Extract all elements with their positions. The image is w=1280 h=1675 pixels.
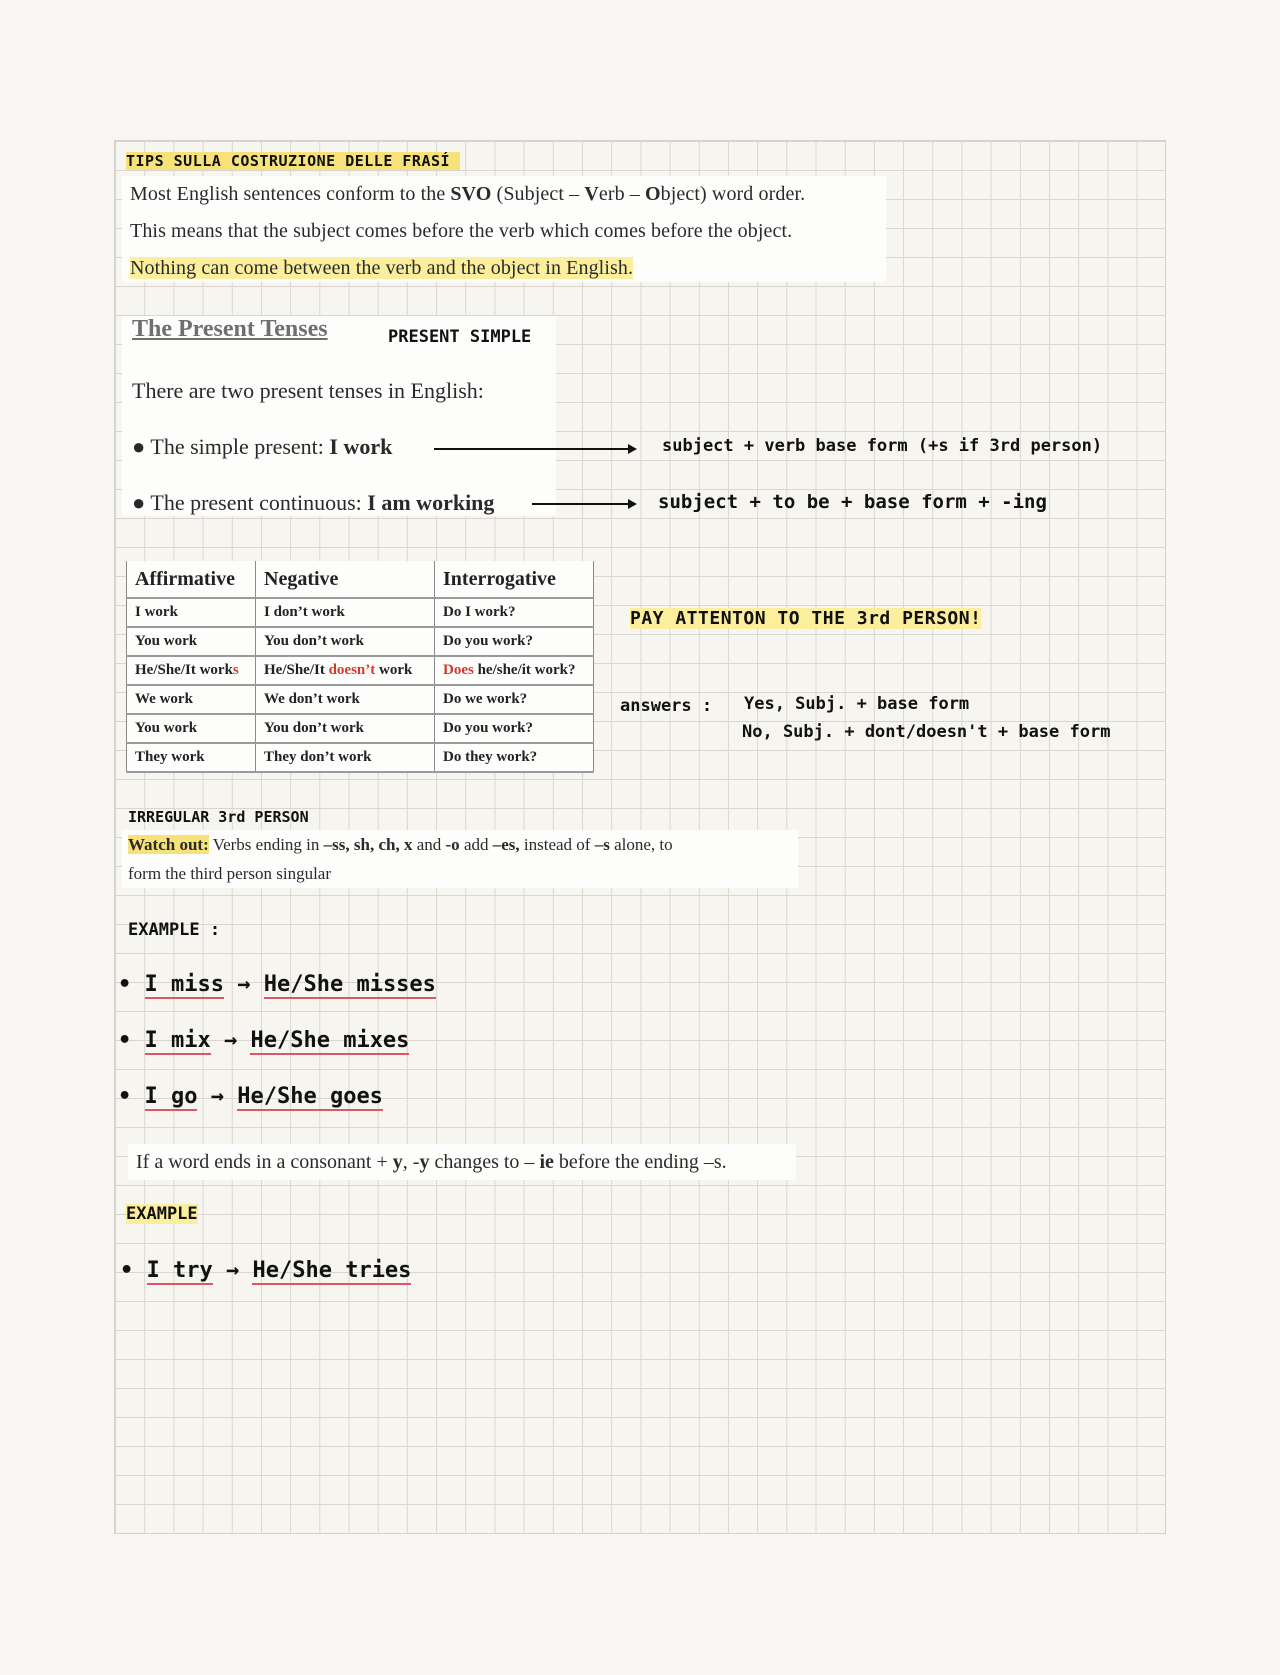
watch-out-line-1: Watch out: Verbs ending in –ss, sh, ch, x and -o add –es, instead of –s alone, to xyxy=(128,835,673,854)
table-row xyxy=(127,598,594,627)
table-cell: Does he/she/it work? xyxy=(435,656,594,685)
watch-out-line-2: form the third person singular xyxy=(128,864,332,883)
table-header-row xyxy=(127,561,594,598)
table-cell: They don’t work xyxy=(256,743,435,772)
present-tenses-title: The Present Tenses xyxy=(132,316,328,342)
present-continuous-line: ● The present continuous: I am working xyxy=(132,490,495,515)
table-cell: You don’t work xyxy=(256,627,435,656)
y-rule: If a word ends in a consonant + y, -y changes to – ie before the ending –s. xyxy=(128,1144,796,1180)
table-row xyxy=(127,714,594,743)
header-interrogative: Interrogative xyxy=(435,561,594,598)
watch-out-box xyxy=(122,830,798,888)
example-2-label: EXAMPLE xyxy=(126,1204,198,1224)
table-cell: He/She/It works xyxy=(127,656,256,685)
irregular-heading: IRREGULAR 3rd PERSON xyxy=(128,808,309,826)
table-cell: I work xyxy=(127,598,256,627)
intro-line-1: Most English sentences conform to the SVO (Subject – Verb – Object) word order. xyxy=(130,183,806,205)
pay-attention-note: PAY ATTENTON TO THE 3rd PERSON! xyxy=(630,608,982,629)
answers-no: No, Subj. + dont/doesn't + base form xyxy=(742,722,1111,742)
table-cell: Do you work? xyxy=(435,627,594,656)
tips-heading-text: TIPS SULLA COSTRUZIONE DELLE FRASÍ xyxy=(126,152,460,170)
table-cell: Do they work? xyxy=(435,743,594,772)
intro-line-3: Nothing can come between the verb and the object in English. xyxy=(130,257,634,279)
table-cell: He/She/It doesn’t work xyxy=(256,656,435,685)
arrow-simple xyxy=(434,448,628,450)
table-row xyxy=(127,627,594,656)
conjugation-table xyxy=(126,561,594,773)
table-cell: You don’t work xyxy=(256,714,435,743)
present-tenses-intro: There are two present tenses in English: xyxy=(132,378,484,403)
present-simple-label: PRESENT SIMPLE xyxy=(388,327,532,347)
example-label: EXAMPLE : xyxy=(128,920,221,940)
answers-yes: Yes, Subj. + base form xyxy=(744,694,970,714)
table-row-third-person xyxy=(127,656,594,685)
tips-heading xyxy=(126,152,460,170)
table-cell: I don’t work xyxy=(256,598,435,627)
svo-intro xyxy=(122,176,886,282)
table-cell: We work xyxy=(127,685,256,714)
answers-label: answers : xyxy=(620,696,713,716)
simple-present-line: ● The simple present: I work xyxy=(132,434,393,459)
table-cell: You work xyxy=(127,627,256,656)
simple-present-note: subject + verb base form (+s if 3rd person) xyxy=(662,436,1103,456)
example-item: • I try → He/She tries xyxy=(120,1258,412,1283)
header-negative: Negative xyxy=(256,561,435,598)
intro-line-2: This means that the subject comes before the verb which comes before the object. xyxy=(130,220,793,242)
table-row xyxy=(127,743,594,772)
continuous-note: subject + to be + base form + -ing xyxy=(658,491,1047,513)
example-item: • I miss → He/She misses xyxy=(118,972,436,997)
arrow-continuous-head xyxy=(628,499,637,509)
table-cell: You work xyxy=(127,714,256,743)
header-affirmative: Affirmative xyxy=(127,561,256,598)
table-cell: Do you work? xyxy=(435,714,594,743)
arrow-continuous xyxy=(532,503,628,505)
table-row xyxy=(127,685,594,714)
table-cell: We don’t work xyxy=(256,685,435,714)
table-cell: Do we work? xyxy=(435,685,594,714)
table-cell: Do I work? xyxy=(435,598,594,627)
arrow-simple-head xyxy=(628,444,637,454)
example-item: • I go → He/She goes xyxy=(118,1084,383,1109)
table-cell: They work xyxy=(127,743,256,772)
example-item: • I mix → He/She mixes xyxy=(118,1028,410,1053)
